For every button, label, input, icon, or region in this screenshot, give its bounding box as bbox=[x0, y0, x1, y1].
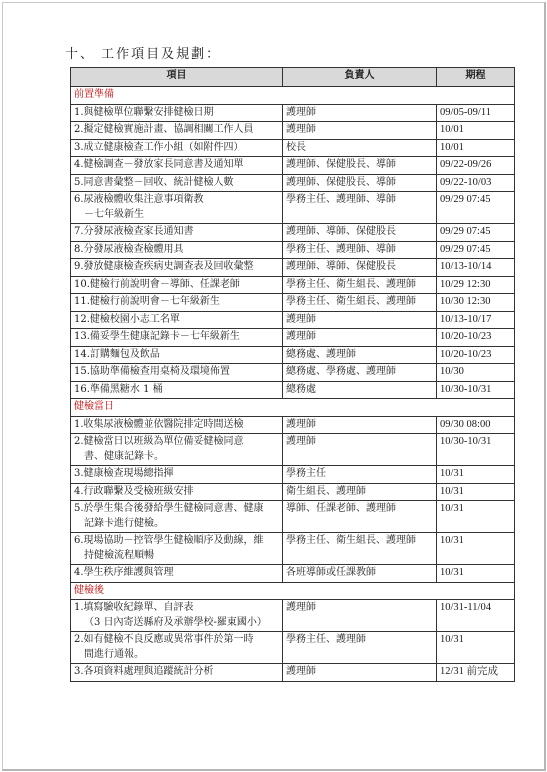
task-cell bbox=[71, 381, 283, 399]
table-row bbox=[71, 501, 515, 533]
schedule-cell: 10/01 bbox=[437, 122, 515, 140]
owner-cell: 總務處 bbox=[283, 381, 437, 399]
task-cell bbox=[71, 329, 283, 347]
header-owner: 負責人 bbox=[283, 68, 437, 87]
table-row bbox=[71, 416, 515, 434]
task-cell bbox=[71, 259, 283, 277]
task-cell bbox=[71, 104, 283, 122]
task-cell bbox=[71, 416, 283, 434]
task-text: 2.如有健檢不良反應或異常事件於第一時 bbox=[74, 634, 254, 645]
table-row bbox=[71, 329, 515, 347]
task-text: 6.現場協助－控管學生健檢順序及動線，維 bbox=[74, 535, 264, 546]
task-text: 1.與健檢單位聯繫安排健檢日期 bbox=[74, 106, 214, 118]
task-cell bbox=[71, 434, 283, 466]
header-schedule: 期程 bbox=[437, 68, 515, 87]
task-text: 7.分發尿液檢查家長通知書 bbox=[74, 226, 194, 237]
schedule-cell: 10/20-10/23 bbox=[437, 329, 515, 347]
task-text: 4.行政聯繫及受檢班級安排 bbox=[74, 485, 194, 497]
task-cell bbox=[71, 632, 283, 664]
schedule-cell: 10/31 bbox=[437, 565, 515, 583]
schedule-cell: 10/31 bbox=[437, 483, 515, 501]
task-text: 14.訂購麵包及飲品 bbox=[74, 348, 160, 360]
task-text: 16.準備黑糖水 1 桶 bbox=[74, 383, 163, 395]
section-row bbox=[71, 582, 515, 600]
owner-cell: 校長 bbox=[283, 139, 437, 157]
schedule-cell: 10/31-11/04 bbox=[437, 600, 515, 632]
owner-cell: 學務主任、護理師 bbox=[283, 632, 437, 664]
task-text-continued: （3 日內寄送縣府及承辦學校-羅東國小） bbox=[84, 616, 267, 628]
table-row bbox=[71, 276, 515, 294]
task-text: 4.學生秩序維護與管理 bbox=[74, 567, 174, 578]
schedule-cell: 12/31 前完成 bbox=[437, 664, 515, 682]
section-title: 健檢後 bbox=[71, 582, 515, 600]
table-row bbox=[71, 346, 515, 364]
table-row bbox=[71, 224, 515, 242]
task-cell bbox=[71, 664, 283, 682]
task-cell bbox=[71, 192, 283, 224]
owner-cell: 護理師 bbox=[283, 104, 437, 122]
task-text: 5.於學生集合後發給學生健檢同意書、健康 bbox=[74, 503, 264, 514]
section-title: 前置準備 bbox=[71, 87, 515, 105]
table-row bbox=[71, 483, 515, 501]
task-text: 3.各項資料處理與追蹤統計分析 bbox=[74, 666, 214, 677]
owner-cell: 學務主任、衛生組長、護理師 bbox=[283, 533, 437, 565]
schedule-cell: 09/29 07:45 bbox=[437, 224, 515, 242]
schedule-cell: 10/30 bbox=[437, 364, 515, 382]
schedule-cell: 10/31 bbox=[437, 632, 515, 664]
table-row bbox=[71, 466, 515, 484]
task-cell bbox=[71, 600, 283, 632]
table-row bbox=[71, 632, 515, 664]
task-cell bbox=[71, 565, 283, 583]
schedule-cell: 10/13-10/17 bbox=[437, 311, 515, 329]
task-text-continued: 記錄卡進行健檢。 bbox=[84, 517, 164, 529]
owner-cell: 護理師 bbox=[283, 416, 437, 434]
task-cell bbox=[71, 139, 283, 157]
task-cell bbox=[71, 311, 283, 329]
schedule-cell: 10/31 bbox=[437, 533, 515, 565]
task-text: 12.健檢校園小志工名單 bbox=[74, 313, 180, 325]
task-cell bbox=[71, 483, 283, 501]
table-header-row bbox=[71, 68, 515, 87]
task-text: 3.成立健康檢查工作小組（如附件四） bbox=[74, 141, 244, 153]
owner-cell: 護理師、保健股長、導師 bbox=[283, 174, 437, 192]
task-cell bbox=[71, 466, 283, 484]
schedule-cell: 09/05-09/11 bbox=[437, 104, 515, 122]
owner-cell: 衛生組長、護理師 bbox=[283, 483, 437, 501]
schedule-cell: 09/22-09/26 bbox=[437, 157, 515, 175]
schedule-cell: 09/29 07:45 bbox=[437, 192, 515, 224]
task-cell bbox=[71, 364, 283, 382]
task-text: 15.協助準備檢查用桌椅及環境佈置 bbox=[74, 366, 230, 377]
owner-cell: 護理師 bbox=[283, 311, 437, 329]
table-row bbox=[71, 381, 515, 399]
table-row bbox=[71, 157, 515, 175]
table-row bbox=[71, 311, 515, 329]
task-text-continued: 書、健康記錄卡。 bbox=[84, 450, 164, 462]
task-text: 2.擬定健檢實施計畫、協調相關工作人員 bbox=[74, 124, 254, 135]
schedule-cell: 10/01 bbox=[437, 139, 515, 157]
table-row bbox=[71, 241, 515, 259]
table-row bbox=[71, 565, 515, 583]
task-text: 13.備妥學生健康記錄卡－七年級新生 bbox=[74, 331, 240, 342]
table-row bbox=[71, 533, 515, 565]
schedule-cell: 10/30-10/31 bbox=[437, 434, 515, 466]
task-cell bbox=[71, 501, 283, 533]
schedule-cell: 10/13-10/14 bbox=[437, 259, 515, 277]
table-row bbox=[71, 259, 515, 277]
task-cell bbox=[71, 157, 283, 175]
table-row bbox=[71, 192, 515, 224]
task-cell bbox=[71, 533, 283, 565]
table-row bbox=[71, 434, 515, 466]
table-row bbox=[71, 174, 515, 192]
task-cell bbox=[71, 224, 283, 242]
owner-cell: 護理師 bbox=[283, 600, 437, 632]
schedule-cell: 10/31 bbox=[437, 466, 515, 484]
task-text-continued: 間進行通報。 bbox=[84, 648, 144, 660]
owner-cell: 護理師、導師、保健股長 bbox=[283, 259, 437, 277]
task-text: 11.健檢行前說明會－七年級新生 bbox=[74, 296, 220, 307]
task-text-continued: 持健檢流程順暢 bbox=[84, 549, 154, 561]
owner-cell: 護理師 bbox=[283, 122, 437, 140]
task-text: 8.分發尿液檢查檢體用具 bbox=[74, 243, 184, 255]
section-heading: 十、 工作項目及規劃： bbox=[65, 47, 222, 62]
task-text: 9.發放健康檢查疾病史調查表及回收彙整 bbox=[74, 261, 254, 272]
task-text: 5.同意書彙整－回收、統計健檢人數 bbox=[74, 176, 234, 188]
task-cell bbox=[71, 241, 283, 259]
owner-cell: 護理師、保健股長、導師 bbox=[283, 157, 437, 175]
task-text: 3.健康檢查現場總指揮 bbox=[74, 468, 174, 479]
owner-cell: 學務主任、衛生組長、護理師 bbox=[283, 276, 437, 294]
owner-cell: 總務處、學務處、護理師 bbox=[283, 364, 437, 382]
task-cell bbox=[71, 174, 283, 192]
section-row bbox=[71, 399, 515, 417]
document-page bbox=[2, 2, 546, 771]
table-body bbox=[71, 87, 515, 682]
owner-cell: 導師、任課老師、護理師 bbox=[283, 501, 437, 533]
schedule-cell: 10/20-10/23 bbox=[437, 346, 515, 364]
owner-cell: 護理師 bbox=[283, 329, 437, 347]
table-row bbox=[71, 364, 515, 382]
task-cell bbox=[71, 276, 283, 294]
schedule-cell: 10/29 12:30 bbox=[437, 276, 515, 294]
schedule-cell: 10/31 bbox=[437, 501, 515, 533]
task-text: 1.填寫驗收紀錄單、自評表 bbox=[74, 602, 194, 613]
owner-cell: 總務處、護理師 bbox=[283, 346, 437, 364]
task-text: 4.健檢調查－發放家長同意書及通知單 bbox=[74, 159, 244, 170]
table-row bbox=[71, 294, 515, 312]
table-row bbox=[71, 664, 515, 682]
task-cell bbox=[71, 346, 283, 364]
table-row bbox=[71, 600, 515, 632]
task-text-continued: －七年級新生 bbox=[84, 208, 144, 220]
header-item: 項目 bbox=[71, 68, 283, 87]
table-row bbox=[71, 104, 515, 122]
work-plan-table bbox=[70, 67, 515, 682]
schedule-cell: 09/22-10/03 bbox=[437, 174, 515, 192]
schedule-cell: 09/30 08:00 bbox=[437, 416, 515, 434]
schedule-cell: 10/30 12:30 bbox=[437, 294, 515, 312]
owner-cell: 學務主任、衛生組長、護理師 bbox=[283, 294, 437, 312]
task-text: 1.收集尿液檢體並依醫院排定時間送檢 bbox=[74, 418, 244, 430]
owner-cell: 護理師 bbox=[283, 434, 437, 466]
task-text: 2.健檢當日以班級為單位備妥健檢同意 bbox=[74, 436, 244, 447]
task-text: 10.健檢行前說明會－導師、任課老師 bbox=[74, 278, 240, 290]
owner-cell: 各班導師或任課教師 bbox=[283, 565, 437, 583]
schedule-cell: 09/29 07:45 bbox=[437, 241, 515, 259]
task-cell bbox=[71, 294, 283, 312]
section-row bbox=[71, 87, 515, 105]
owner-cell: 護理師、導師、保健股長 bbox=[283, 224, 437, 242]
section-title: 健檢當日 bbox=[71, 399, 515, 417]
owner-cell: 學務主任、護理師、導師 bbox=[283, 192, 437, 224]
task-cell bbox=[71, 122, 283, 140]
schedule-cell: 10/30-10/31 bbox=[437, 381, 515, 399]
task-text: 6.尿液檢體收集注意事項衛教 bbox=[74, 194, 204, 205]
owner-cell: 學務主任 bbox=[283, 466, 437, 484]
table-row bbox=[71, 122, 515, 140]
owner-cell: 學務主任、護理師、導師 bbox=[283, 241, 437, 259]
table-row bbox=[71, 139, 515, 157]
owner-cell: 護理師 bbox=[283, 664, 437, 682]
